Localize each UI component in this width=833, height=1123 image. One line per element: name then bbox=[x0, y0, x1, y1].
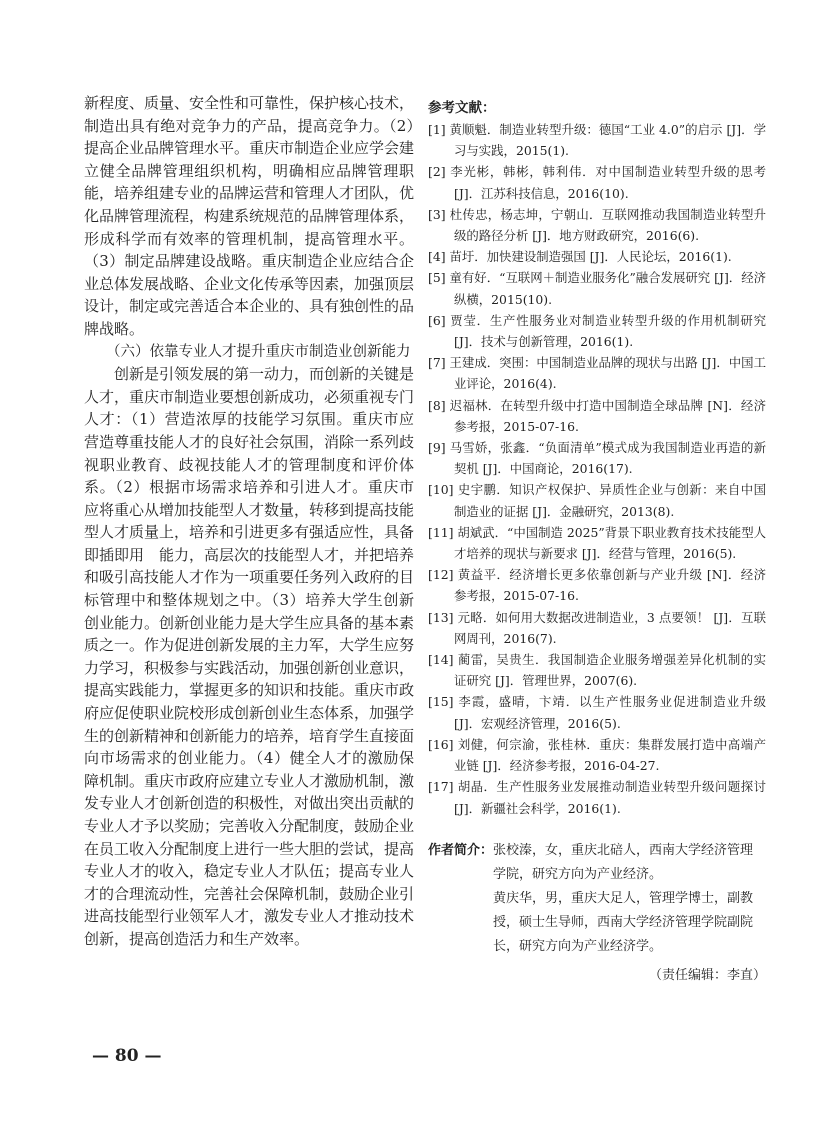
author-1-bio: 张校溱，女，重庆北碚人，西南大学经济管理学院，研究方向为产业经济。 bbox=[493, 842, 754, 882]
reference-item: [10] 史宇鹏．知识产权保护、异质性企业与创新：来自中国制造业的证据 [J]．金融研究，2013(8). bbox=[428, 482, 766, 519]
reference-item: [8] 迟福林．在转型升级中打造中国制造全球品牌 [N]．经济参考报，2015-07-16. bbox=[428, 397, 766, 434]
reference-item: [9] 马雪娇，张鑫．“负面清单”模式成为我国制造业再造的新契机 [J]．中国商论，2016(17). bbox=[428, 440, 766, 477]
reference-item: [12] 黄益平．经济增长更多依靠创新与产业升级 [N]．经济参考报，2015-07-16. bbox=[428, 567, 766, 604]
author-intro-label: 作者简介： bbox=[428, 842, 494, 858]
reference-item: [17] 胡晶．生产性服务业发展推动制造业转型升级问题探讨 [J]．新疆社会科学，2016(1). bbox=[428, 779, 766, 816]
reference-item: [2] 李光彬，韩彬，韩利伟．对中国制造业转型升级的思考 [J]．江苏科技信息，2016(10). bbox=[428, 164, 766, 201]
reference-item: [15] 李霞，盛晴，卞靖．以生产性服务业促进制造业升级 [J]．宏观经济管理，2016(5). bbox=[428, 694, 766, 731]
reference-item: [3] 杜传忠，杨志坤，宁朝山．互联网推动我国制造业转型升级的路径分析 [J]．地方财政研究，2016(6). bbox=[428, 206, 766, 244]
page-number: — 80 — bbox=[92, 1046, 162, 1066]
section-heading: （六）依靠专业人才提升重庆市制造业创新能力 bbox=[106, 343, 411, 360]
author-intro bbox=[428, 839, 766, 959]
body-text-column bbox=[84, 92, 430, 951]
reference-item: [1] 黄顺魁．制造业转型升级：德国“工业 4.0”的启示 [J]．学习与实践，2015(1). bbox=[428, 122, 766, 159]
right-column bbox=[428, 98, 766, 987]
references-section bbox=[428, 98, 766, 819]
reference-item: [5] 童有好．“互联网＋制造业服务化”融合发展研究 [J]．经济纵横，2015(10). bbox=[428, 270, 766, 307]
references-title: 参考文献： bbox=[428, 100, 496, 116]
author-2-bio: 黄庆华，男，重庆大足人，管理学博士，副教授，硕士生导师，西南大学经济管理学院副院长，研究方向为产业经济学。 bbox=[493, 890, 754, 954]
paragraph-brand: 新程度、质量、安全性和可靠性，保护核心技术，制造出具有绝对竞争力的产品，提高竞争力。（2）提高企业品牌管理水平。重庆市制造企业应学会建立健全品牌管理组织机构，明确相应品牌管理职能，培养组建专业的品牌运营和管理人才团队，优化品牌管理流程，构建系统规范的品牌管理体系，形成科学而有效率的管理机制，提高管理水平。（3）制定品牌建设战略。重庆制造企业应结合企业总体发展战略、企业文化传承等因素，加强顶层设计，制定或完善适合本企业的、具有独创性的品牌战略。 bbox=[84, 94, 415, 338]
reference-item: [4] 苗圩．加快建设制造强国 [J]．人民论坛，2016(1). bbox=[428, 249, 732, 265]
reference-item: [6] 贾莹．生产性服务业对制造业转型升级的作用机制研究 [J]．技术与创新管理，2016(1). bbox=[428, 312, 766, 350]
reference-item: [7] 王建成．突围：中国制造业品牌的现状与出路 [J]．中国工业评论，2016(4). bbox=[428, 355, 766, 392]
responsible-editor: （责任编辑：李直） bbox=[648, 967, 766, 983]
reference-item: [13] 元略．如何用大数据改进制造业，3 点要领！ [J]．互联网周刊，2016(7). bbox=[428, 609, 766, 646]
reference-list bbox=[428, 119, 766, 819]
left-column-wrapper bbox=[84, 92, 430, 1067]
paragraph-talent: 创新是引领发展的第一动力，而创新的关键是人才，重庆市制造业要想创新成功，必须重视专门人才：（1）营造浓厚的技能学习氛围。重庆市应营造尊重技能人才的良好社会氛围，消除一系列歧视职业教育、歧视技能人才的管理制度和评价体系。（2）根据市场需求培养和引进人才。重庆市应将重心从增加技能型人才数量，转移到提高技能型人才质量上，培养和引进更多有强适应性，具备 即插即用 能力，高层次的技能型人才，并把培养和吸引高技能人才作为一项重要任务列入政府的目标管理中和整体规划之中。（3）培养大学生创新创业能力。创新创业能力是大学生应具备的基本素质之一。作为促进创新发展的主力军，大学生应努力学习，积极参与实践活动，加强创新创业意识，提高实践能力，掌握更多的知识和技能。重庆市政府应促使职业院校形成创新创业生态体系，加强学生的创新精神和创新能力的培养，培育学生直接面向市场需求的创业能力。（4）健全人才的激励保障机制。重庆市政府应建立专业人才激励机制，激发专业人才创新创造的积极性，对做出突出贡献的专业人才予以奖励；完善收入分配制度，鼓励企业在员工收入分配制度上进行一些大胆的尝试，提高专业人才的收入，稳定专业人才队伍；提高专业人才的合理流动性，完善社会保障机制，鼓励企业引进高技能型行业领军人才，激发专业人才推动技术创新，提高创造活力和生产效率。 bbox=[84, 365, 430, 948]
reference-item: [16] 刘健，何宗渝，张桂林．重庆：集群发展打造中高端产业链 [J]．经济参考报，2016-04-27. bbox=[428, 736, 766, 774]
reference-item: [14] 蔺雷，吴贵生．我国制造企业服务增强差异化机制的实证研究 [J]．管理世界，2007(6). bbox=[428, 652, 766, 689]
reference-item: [11] 胡斌武．“中国制造 2025”背景下职业教育技术技能型人才培养的现状与新要求 [J]．经营与管理，2016(5). bbox=[428, 524, 766, 562]
